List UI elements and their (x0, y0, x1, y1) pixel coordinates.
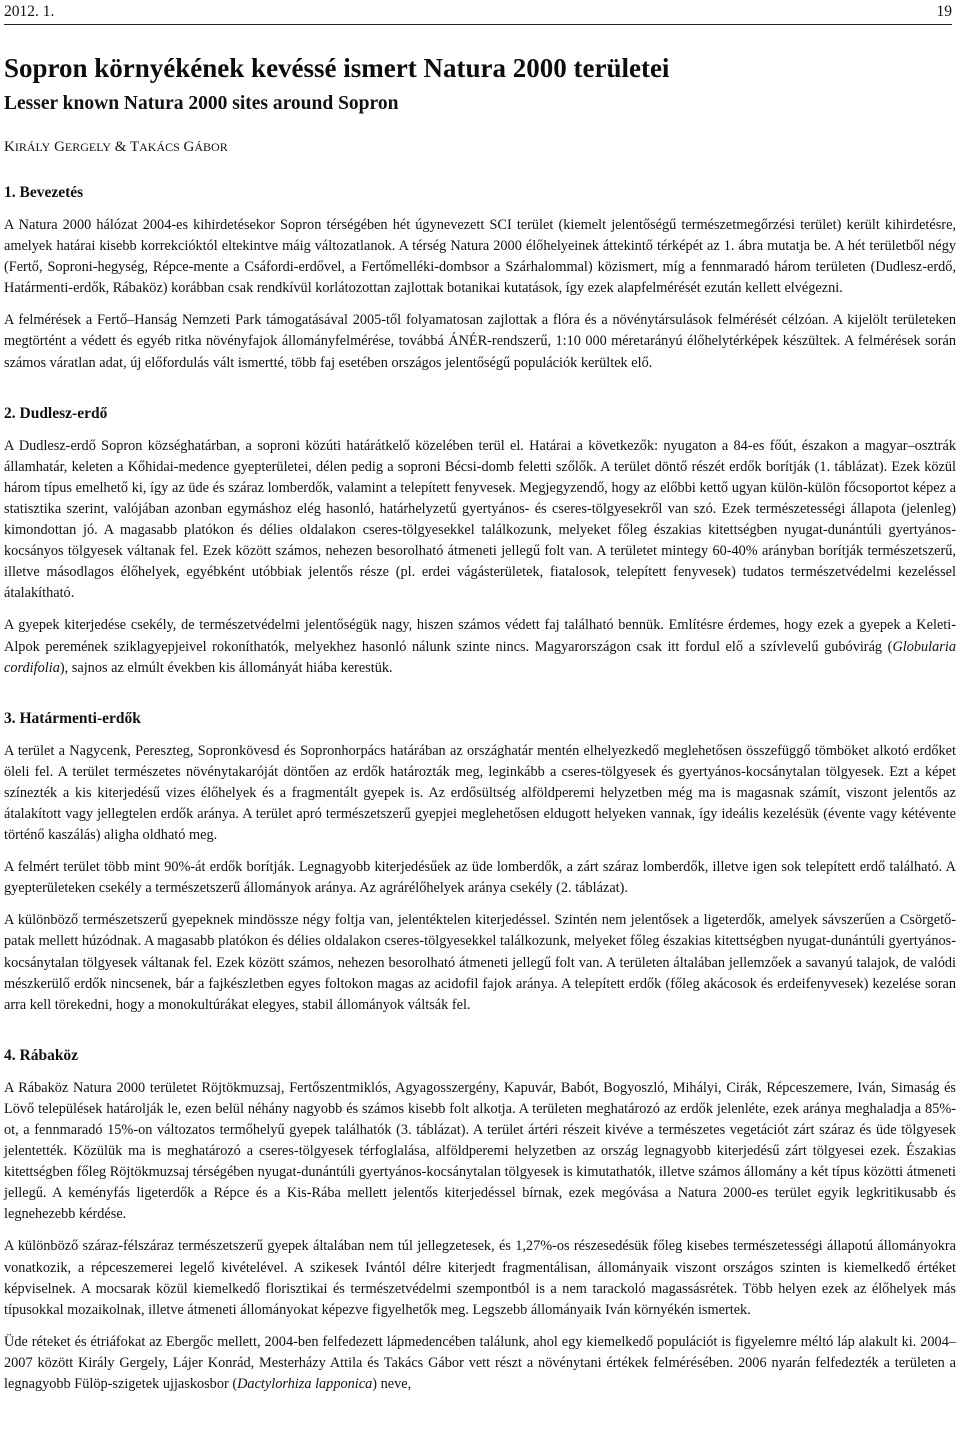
paragraph (4, 1332, 956, 1395)
author-1-surname-initial: K (4, 139, 15, 155)
paragraph: A felmérések a Fertő–Hanság Nemzeti Park támogatásával 2005-től folyamatosan zajlottak a flóra és a növénytársulások felmérését célzóan. A kijelölt területeken megtörtént a védett és egyéb ritka növényfajok állományfelmérése, továbbá ÁNÉR-rendszerű, 1:10 000 méretarányú élőhelytérképek készültek. A felmérések során számos váratlan adat, új előfordulás vált ismertté, több faj esetében országos jelentőségű populációk kerültek elő. (4, 312, 956, 371)
author-2-surname-rest: AKÁCS (139, 140, 180, 154)
paragraph (4, 615, 956, 678)
page-number: 19 (936, 3, 952, 20)
paragraph-text: Üde réteket és étriáfokat az Ebergőc mellett, 2004-ben felfedezett lápmedencében találunk, ahol egy kiemelkedő populációt is figyelemre méltó láp alakult ki. 2004–2007 között Király Gergely, Lájer Konrád, Mesterházy Attila és Takács Gábor vett részt a növénytani értékek felmérésében. 2006 nyarán felfedezték a területen a legnagyobb Fülöp-szigetek ujjaskosbor ( (4, 1333, 956, 1393)
paragraph-text: A gyepek kiterjedése csekély, de természetvédelmi jelentőségük nagy, hiszen számos védett faj található bennük. Említésre érdemes, hogy ezek a gyepek a Keleti-Alpok peremének sziklagyepjeivel rokoníthatók, melyekhez hasonló nálunk szinte nincs. Magyarországon csak itt fordul elő a szívlevelű gubóvirág ( (4, 617, 956, 655)
paragraph: A felmért terület több mint 90%-át erdők borítják. Legnagyobb kiterjedésűek az üde lomberdők, a zárt száraz lomberdők, illetve igen sok telepített erdő található. A gyepterületeken csekély a természetszerű állományok aránya. Az agrárélőhelyek aránya csekély (2. táblázat). (4, 859, 956, 897)
paragraph: A Natura 2000 hálózat 2004-es kihirdetésekor Sopron térségében hét úgynevezett SCI terület (kiemelt jelentőségű természetmegőrzési terület) került kihirdetésre, amelyek határai kisebb korrekcióktól eltekintve máig változatlanok. A térség Natura 2000 élőhelyeinek áttekintő térképét az 1. ábra mutatja be. A hét területből négy (Fertő, Soproni-hegység, Répce-mente a Csáfordi-erdővel, a Fertőmelléki-dombsor a Szárhalommal) közismert, míg a fennmaradó három területen (Dudlesz-erdő, Határmenti-erdők, Rábaköz) korábban csak rendkívül korlátozottan zajlottak botanikai kutatások, így ezek alapfelmérését ezután kellett elvégezni. (4, 217, 956, 297)
issue-label: 2012. 1. (4, 3, 55, 20)
section-heading-bevezetes: 1. Bevezetés (4, 184, 84, 201)
author-1-given-initial: G (54, 139, 65, 155)
paragraph-text: ) neve, (372, 1376, 412, 1393)
running-header (4, 0, 952, 25)
article-subtitle: Lesser known Natura 2000 sites around Sopron (4, 93, 399, 114)
paragraph: A Rábaköz Natura 2000 területet Röjtökmuzsaj, Fertőszentmiklós, Agyagosszergény, Kapuvár, Babót, Bogyoszló, Mihályi, Cirák, Répceszemere, Iván, Simaság és Lövő települések határolják le, ezen belül néhány nagyobb és számos kisebb folt alkotja. A területen meghatározó az erdők jelenléte, ezek aránya meghaladja a 85%-ot, a fennmaradó 15%-on változatos termőhelyű gyepek találhatók (3. táblázat). A terület ártéri részeit kivéve a természetes vegetációt zárt száraz és üde tölgyesek jelentették. Közülük ma is meghatározó a cseres-tölgyesek térfoglalása, alföldperemi helyzetben az ország legnagyobb kiterjedésű zárt tölgyesei ezek. Északias kitettségben főleg Röjtökmuzsaj térségében nyugat-dunántúli gyertyános-kocsánytalan tölgyesek is kimutathatók, illetve számos állomány a két típus közötti átmeneti jellegű. A keményfás ligeterdők a Répce és a Kis-Rába mellett jelentős kiterjedéssel bírnak, ezek megóvása a Natura 2000-es terület egyik legkritikusabb és legnehezebb kérdése. (4, 1079, 956, 1223)
paragraph: A Dudlesz-erdő Sopron községhatárban, a soproni közúti határátkelő közelében terül el. Határai a következők: nyugaton a 84-es főút, északon a magyar–osztrák államhatár, keleten a Kőhidai-medence gyepterületei, délen pedig a soproni Bécsi-domb feletti szőlők. A terület döntő részét erdők borítják (1. táblázat). Ezek közül három típus emelhető ki, így az üde és száraz lomberdők, valamint a telepített fenyvesek. Megjegyzendő, hogy az előbbi kettő ugyan külön-külön főcsoportot képez a statisztika szerint, valójában azonban egymáshoz elég hasonló, határhelyzetű gyertyános- és cseres-tölgyesekről van szó. Ezek természetességi állapota (jelenleg) kimondottan jó. A magasabb platókon és délies oldalakon cseres-tölgyesekkel találkozunk, melyeket főleg északias kitettségben nyugat-dunántúli gyertyános-kocsányos tölgyesek váltanak fel. Ezek között számos, nehezen besorolható átmeneti jellegű folt van. A területet mintegy 60-40% arányban borítják természetszerű, illetve másodlagos élőhelyek, egyébként utóbbiak jelentős része (pl. erdei vágásterületek, fiatalosok, telepített fenyvesek) tudatos természetvédelmi kezeléssel átalakítható. (4, 437, 956, 602)
author-2-surname-initial: T (129, 139, 140, 155)
section-heading-rabakoz: 4. Rábaköz (4, 1046, 79, 1064)
author-separator: & (114, 139, 127, 155)
section-heading-dudlesz-erdo: 2. Dudlesz-erdő (4, 404, 108, 422)
paragraph: A különböző száraz-félszáraz természetszerű gyepek általában nem túl jellegzetesek, és 1,27%-os részesedésük főleg kisebes természetességi állapotú állományokra vonatkozik, a répceszemerei legelő kivételével. A szikesek Ivántól délre kiterjedt fragmentálisan, állományaik viszont országos szinten is kiemelkedő értéket képviselnek. A mocsarak közül kiemelkedő florisztikai és természetvédelmi szempontból is a nem tarackoló magassásrétek. Több helyen ezek az élőhelyek más típusokkal mozaikolnak, illetve átmeneti állományokat képezve figyelhetők meg. Legszebb állományaik Iván környékén ismertek. (4, 1238, 956, 1318)
author-1-surname-rest: IRÁLY (14, 140, 51, 154)
species-name: Globularia cordifolia (4, 638, 956, 676)
paragraph: A terület a Nagycenk, Pereszteg, Sopronkövesd és Sopronhorpács határában az országhatár mentén elhelyezkedő meglehetősen összefüggő tömböket alkotó erdőket öleli fel. A terület természetes növénytakaróját döntően az erdők határozták meg, leginkább a cseres-tölgyesek és gyertyános-kocsánytalan tölgyesek. Ezt a képet színezték a kis kiterjedésű vizes élőhelyek és a fragmentált gyepek is. Az erdősültség alföldperemi helyzetben még ma is magasnak számít, viszont jelentős az átalakított vagy jellegtelen erdők aránya. A terület apró természetszerű gyepjei meglehetősen eldugott helyeken vannak, így ideális kezelésük (évente vagy kétévente történő kaszálás) aligha oldható meg. (4, 742, 956, 844)
section-heading-hatarmenti-erdok: 3. Határmenti-erdők (4, 709, 141, 727)
paragraph: A különböző természetszerű gyepeknek mindössze négy foltja van, jelentéktelen kiterjedéssel. Szintén nem jelentősek a ligeterdők, amelyek sávszerűen a Csörgető-patak mellett húzódnak. A magasabb platókon és délies oldalakon cseres-tölgyesekkel találkozunk, melyeket főleg északias kitettségben nyugat-dunántúli gyertyános-kocsánytalan tölgyesek váltanak fel. Ezek között számos, nehezen besorolható átmeneti jellegű folt van. A területen általában jellemzőek a savanyú talajok, de valódi mészkerülő erdők nincsenek, bár a fajkészletben egyes foltokon magas az acidofil fajok aránya. A telepített erdők (főleg akácosok és erdeifenyvesek) kezelése soran arra kell törekedni, hogy a monokultúrákat elegyes, stabil állományok váltsák fel. (4, 912, 956, 1013)
article-body (4, 182, 956, 1406)
author-2-given-initial: G (183, 139, 195, 155)
author-line (4, 137, 228, 157)
author-1-given-rest: ERGELY (64, 140, 112, 154)
article-title: Sopron környékének kevéssé ismert Natura 2000 területei (4, 53, 670, 83)
species-name: Dactylorhiza lapponica (237, 1376, 373, 1393)
paragraph-text: ), sajnos az elmúlt években kis állományát hiába kerestük. (59, 659, 393, 676)
author-2-given-rest: ÁBOR (194, 140, 228, 154)
